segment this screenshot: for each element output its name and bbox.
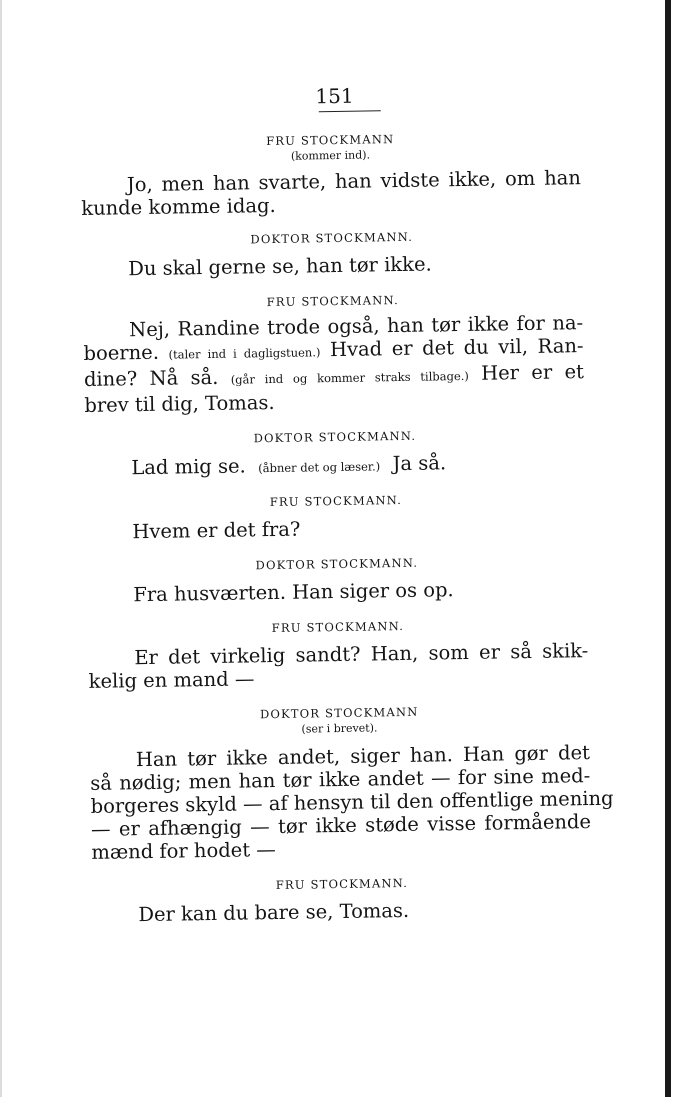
speaker-name: DOKTOR STOCKMANN bbox=[259, 704, 419, 722]
speaker-name: FRU STOCKMANN bbox=[266, 132, 395, 149]
speaker-name: FRU STOCKMANN. bbox=[266, 292, 400, 310]
dialogue-block bbox=[87, 552, 588, 607]
speaker-name: FRU STOCKMANN. bbox=[275, 875, 409, 893]
dialogue-block bbox=[80, 128, 581, 220]
dialogue-text bbox=[85, 449, 585, 483]
text-segment: Ja så. bbox=[392, 451, 447, 476]
dialogue-text bbox=[87, 576, 587, 607]
text-line: Fra husværten. Han siger os op. bbox=[133, 578, 454, 607]
text-segment: boerne. bbox=[83, 340, 160, 365]
dialogue-block bbox=[92, 872, 593, 927]
text-line: brev til dig, Tomas. bbox=[84, 390, 275, 417]
stage-direction: (åbner det og læser.) bbox=[258, 459, 381, 476]
stage-direction: (kommer ind). bbox=[290, 148, 371, 163]
text-segment: Her er et bbox=[480, 360, 585, 385]
dialogue-block bbox=[83, 289, 585, 417]
dialogue-block bbox=[89, 701, 614, 864]
text-line: Er det virkelig sandt? Han, som er så skik- bbox=[134, 639, 589, 670]
dialogue-text bbox=[88, 639, 589, 693]
dialogue-text bbox=[92, 896, 592, 927]
dialogue-text bbox=[82, 250, 582, 281]
text-line: Du skal gerne se, han tør ikke. bbox=[128, 252, 432, 281]
text-line: — er afhængig — tør ikke støde visse formående bbox=[90, 810, 592, 841]
dialogue-text bbox=[86, 513, 586, 544]
text-line: borgeres skyld — af hensyn til den offentlige mening bbox=[90, 786, 614, 818]
dialogue-text bbox=[81, 166, 582, 220]
speaker-name: DOKTOR STOCKMANN. bbox=[255, 555, 419, 573]
page-number: 151 bbox=[315, 83, 354, 109]
text-line: kelig en mand — bbox=[88, 667, 255, 693]
page-text bbox=[78, 0, 614, 927]
stage-direction: (går ind og kommer straks tilbage.) bbox=[230, 368, 469, 387]
speaker-name: DOKTOR STOCKMANN. bbox=[250, 229, 414, 247]
dialogue-text bbox=[90, 741, 614, 864]
stage-direction: (ser i brevet). bbox=[301, 721, 378, 736]
dialogue-block bbox=[85, 425, 586, 483]
speaker-name: FRU STOCKMANN. bbox=[269, 492, 403, 510]
text-segment: Hvad er det du vil, Ran- bbox=[329, 334, 584, 362]
page-left-edge bbox=[0, 0, 2, 1097]
text-line: Der kan du bare se, Tomas. bbox=[138, 898, 410, 927]
dialogue-block bbox=[86, 489, 587, 544]
text-line: kunde komme idag. bbox=[81, 193, 276, 220]
page-right-edge-shadow bbox=[665, 0, 671, 1097]
page-number-rule bbox=[319, 110, 381, 112]
stage-direction: (taler ind i dagligstuen.) bbox=[168, 345, 321, 362]
speaker-name: FRU STOCKMANN. bbox=[271, 618, 405, 636]
text-segment: Lad mig se. bbox=[131, 454, 246, 480]
text-line: Hvem er det fra? bbox=[132, 517, 301, 544]
text-line: så nødig; men han tør ikke andet — for sine med- bbox=[90, 764, 591, 795]
dialogue-text bbox=[83, 311, 584, 417]
text-line bbox=[85, 449, 585, 483]
speaker-name: DOKTOR STOCKMANN. bbox=[253, 428, 417, 446]
text-segment: dine? Nå så. bbox=[83, 365, 219, 391]
text-line: Han tør ikke andet, siger han. Han gør det bbox=[135, 741, 591, 772]
dialogue-block bbox=[88, 615, 589, 693]
text-line: mænd for hodet — bbox=[91, 837, 276, 864]
text-line: Jo, men han svarte, han vidste ikke, om han bbox=[126, 166, 582, 197]
dialogue-block bbox=[82, 226, 583, 281]
text-line: Nej, Randine trode også, han tør ikke for na- bbox=[129, 311, 584, 342]
